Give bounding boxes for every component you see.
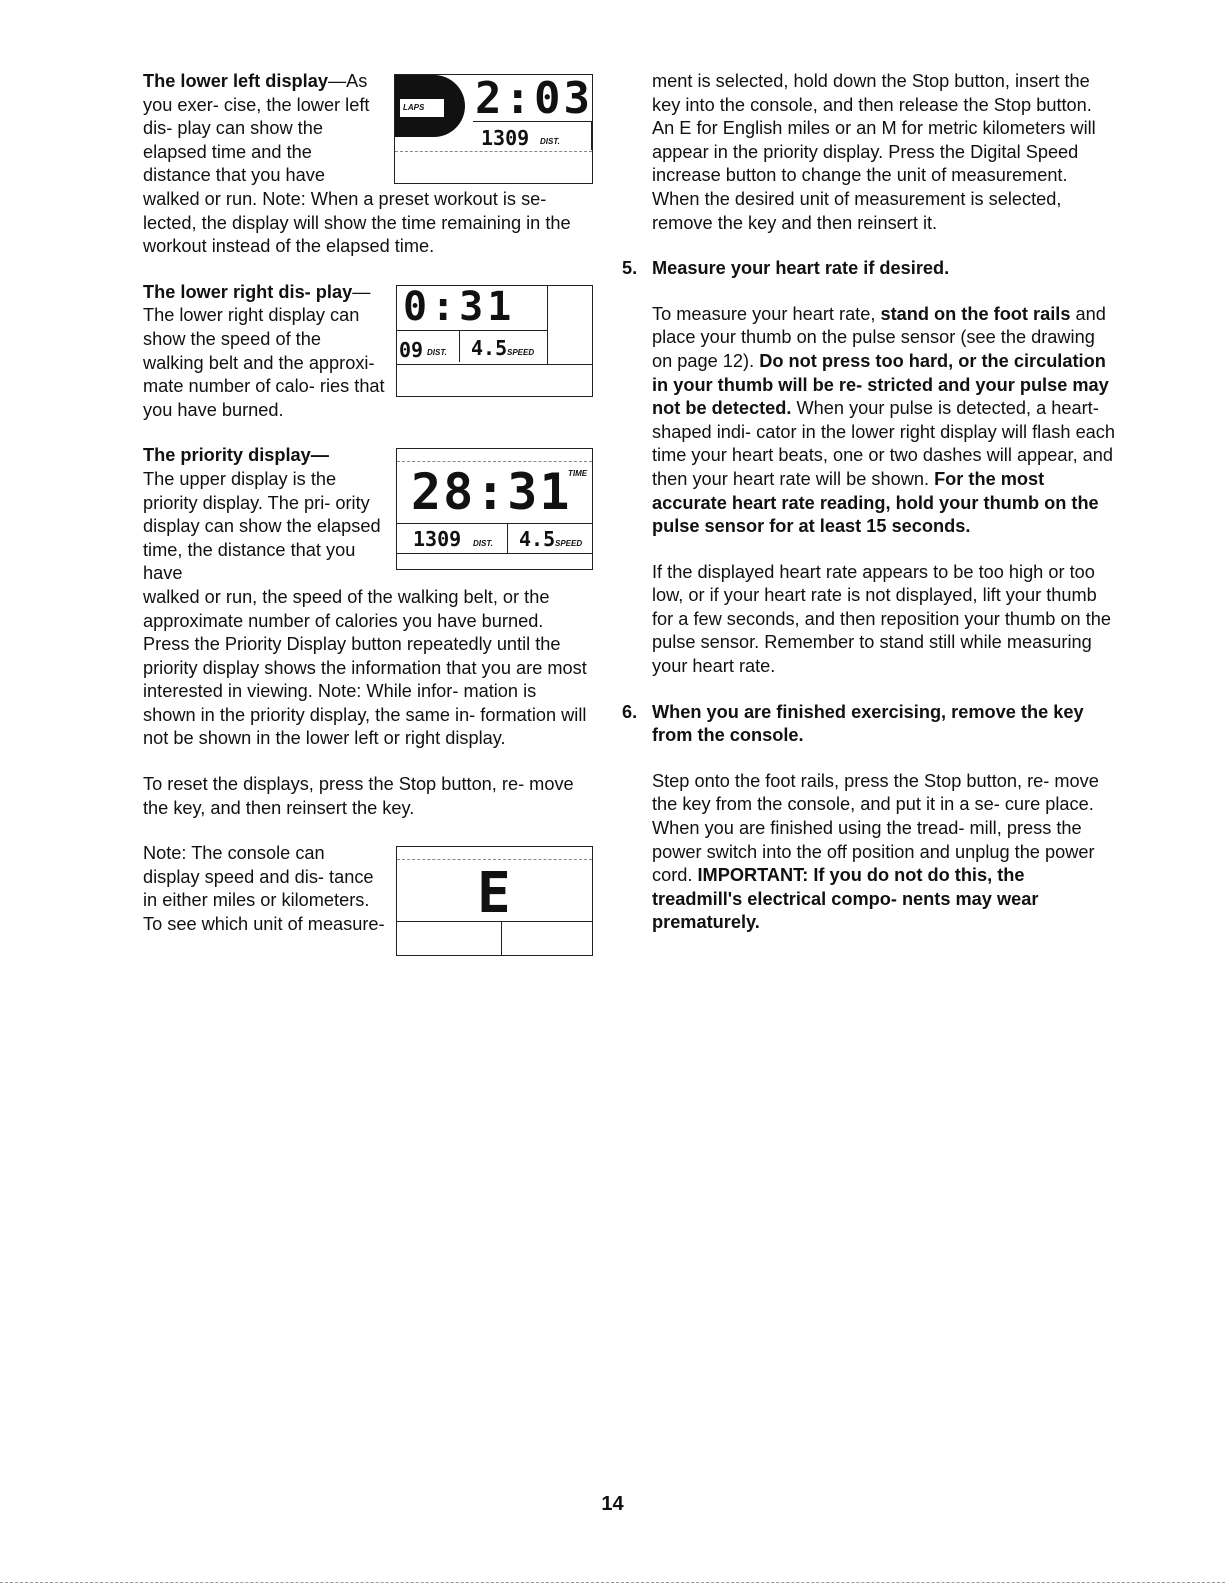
section-lower-left	[143, 70, 593, 259]
step-5-heading: Measure your heart rate if desired.	[652, 258, 950, 279]
lower-left-distance-label: DIST.	[540, 137, 560, 146]
step-5-paragraph-2: If the displayed heart rate appears to be too high or too low, or if your heart rate is not displayed, lift your thumb for a few seconds, and then reposition your thumb on the pulse sensor. Remember to stand still while measuring your heart rate.	[652, 561, 1112, 677]
lower-right-speed-readout: 4.5	[471, 335, 508, 360]
priority-time-readout: 28:31	[411, 463, 572, 522]
lower-right-heading: The lower right dis- play	[143, 281, 353, 302]
section-priority	[143, 444, 593, 751]
step-6-paragraph: Step onto the foot rails, press the Stop button, re- move the key from the console, and put it in a se- cure place. When you are finished using the tread- mill, press the power switch into the off position and unplug the power cord. IMPORTANT: If you do not do this, the treadmill's electrical compo- nents may wear prematurely.	[652, 770, 1099, 933]
priority-display-figure	[396, 448, 593, 570]
step-5-paragraph-1: To measure your heart rate, stand on the foot rails and place your thumb on the pulse sensor (see the drawing on page 12). Do not press too hard, or the circulation in your thumb will be re- stricted and your pulse may not be detected. When your pulse is detected, a heart-shaped indi- cator in the lower right display will flash each time your heart beats, one or two dashes will appear, and then your heart rate will be shown. For the most accurate heart rate reading, hold your thumb on the pulse sensor for at least 15 seconds.	[652, 303, 1116, 537]
priority-distance-label: DIST.	[473, 539, 493, 549]
lower-left-distance-readout: 1309	[481, 126, 530, 150]
priority-speed-readout: 4.5	[519, 527, 556, 552]
page-number: 14	[601, 1493, 624, 1515]
step-6	[622, 701, 1117, 935]
step-5-number: 5.	[622, 258, 638, 279]
bottom-divider	[0, 1582, 1225, 1583]
priority-heading: The priority display—	[143, 445, 329, 466]
lower-left-display-figure	[394, 74, 593, 184]
lower-right-speed-label: SPEED	[507, 347, 535, 357]
laps-label: LAPS	[403, 103, 425, 112]
right-column	[622, 70, 1117, 935]
step-6-heading: When you are finished exercising, remove the key from the console.	[652, 701, 1084, 746]
section-note	[143, 842, 593, 936]
lower-left-heading: The lower left display	[143, 71, 328, 91]
priority-time-label: TIME	[568, 469, 588, 479]
note-body: Note: The console can display speed and dis- tance in either miles or kilometers. To see which unit of measure-	[143, 843, 385, 935]
continued-paragraph: ment is selected, hold down the Stop button, insert the key into the console, and then release the Stop button. An E for English miles or an M for metric kilometers will appear in the priority display. Press the Digital Speed increase button to change the unit of measurement. When the desired unit of measurement is selected, remove the key and then reinsert it.	[652, 71, 1096, 233]
lower-right-distance-label: DIST.	[427, 347, 447, 357]
lower-left-body-2: walked or run. Note: When a preset workout is se- lected, the display will show the time remaining in the workout instead of the elapsed time.	[143, 189, 571, 257]
left-column	[143, 70, 593, 960]
priority-distance-readout: 1309	[413, 527, 462, 552]
lower-right-distance-readout: 09	[399, 337, 424, 362]
section-lower-right	[143, 281, 593, 423]
priority-body-2: walked or run, the speed of the walking belt, or the approximate number of calories you have burned. Press the Priority Display button repeatedly until the priority display shows the information that you are most interested in viewing. Note: While infor- mation is shown in the priority display, the same in- formation will not be shown in the lower left or right display.	[143, 586, 587, 749]
lower-right-body: —The lower right display can show the speed of the walking belt and the approxi- mate number of calo- ries that you have burned.	[143, 281, 385, 420]
unit-readout: E	[477, 861, 511, 927]
reset-paragraph: To reset the displays, press the Stop button, re- move the key, and then reinsert the key.	[143, 774, 574, 818]
lower-right-time-readout: 0:31	[403, 283, 516, 330]
priority-body-1: The upper display is the priority display. The pri- ority display can show the elapsed time, the distance that you have	[143, 468, 381, 584]
priority-speed-label: SPEED	[555, 539, 583, 549]
unit-display-figure	[396, 846, 593, 956]
lower-left-body-1: —As you exer- cise, the lower left dis- play can show the elapsed time and the distance that you have	[143, 71, 370, 186]
lower-right-display-figure	[396, 285, 593, 397]
lower-left-time-readout: 2:03	[475, 73, 593, 124]
step-6-number: 6.	[622, 701, 638, 722]
step-5	[622, 257, 1117, 679]
